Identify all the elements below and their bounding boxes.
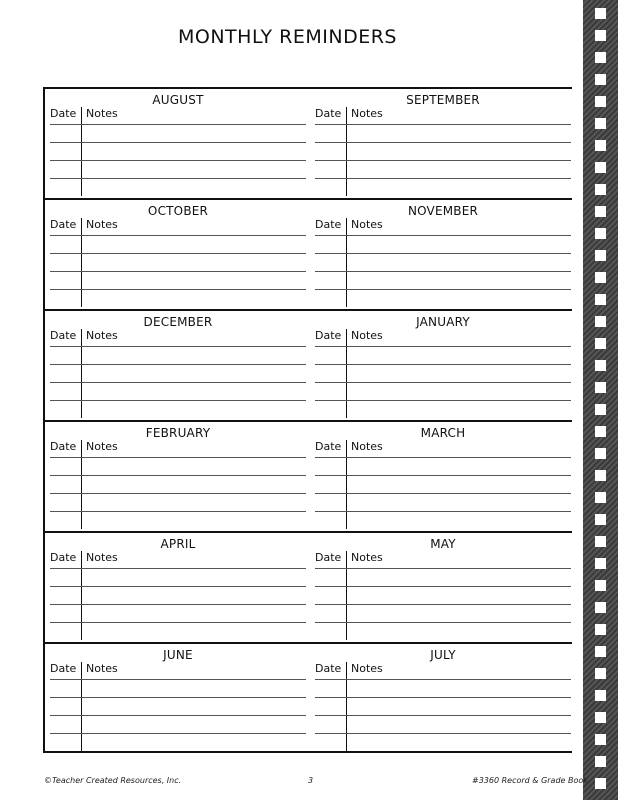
writing-line <box>315 493 571 494</box>
film-hole <box>595 96 606 107</box>
writing-line <box>50 622 306 623</box>
film-hole <box>595 712 606 723</box>
writing-line <box>50 493 306 494</box>
column-divider <box>346 107 347 196</box>
writing-line <box>50 733 306 734</box>
column-divider <box>346 551 347 640</box>
notes-column-header: Notes <box>86 107 118 120</box>
column-divider <box>81 440 82 529</box>
writing-line <box>50 475 306 476</box>
writing-line <box>315 475 571 476</box>
film-hole <box>595 536 606 547</box>
notes-column-header: Notes <box>86 551 118 564</box>
date-column-header: Date <box>315 440 342 453</box>
notes-column-header: Notes <box>351 551 383 564</box>
film-hole <box>595 558 606 569</box>
writing-line <box>315 364 571 365</box>
date-column-header: Date <box>50 218 77 231</box>
month-name: DECEMBER <box>143 315 213 329</box>
film-hole <box>595 668 606 679</box>
month-name: MAY <box>430 537 456 551</box>
decorative-film-strip <box>583 0 618 800</box>
month-name: JANUARY <box>416 315 470 329</box>
film-hole <box>595 206 606 217</box>
film-hole <box>595 74 606 85</box>
month-block <box>48 200 308 309</box>
writing-line <box>315 235 571 236</box>
writing-line <box>50 679 306 680</box>
writing-line <box>315 178 571 179</box>
month-block <box>313 422 573 531</box>
film-hole <box>595 360 606 371</box>
date-column-header: Date <box>315 551 342 564</box>
film-hole <box>595 294 606 305</box>
writing-line <box>315 346 571 347</box>
footer-page-number: 3 <box>308 776 314 785</box>
notes-column-header: Notes <box>351 329 383 342</box>
writing-line <box>315 382 571 383</box>
month-name: MARCH <box>420 426 466 440</box>
film-hole <box>595 30 606 41</box>
film-hole <box>595 646 606 657</box>
notes-column-header: Notes <box>351 440 383 453</box>
notes-column-header: Notes <box>86 440 118 453</box>
writing-line <box>315 715 571 716</box>
month-block <box>48 89 308 198</box>
column-divider <box>81 551 82 640</box>
date-column-header: Date <box>315 329 342 342</box>
writing-line <box>315 604 571 605</box>
column-divider <box>346 218 347 307</box>
film-hole <box>595 8 606 19</box>
writing-line <box>315 622 571 623</box>
date-column-header: Date <box>50 662 77 675</box>
date-column-header: Date <box>50 329 77 342</box>
writing-line <box>315 124 571 125</box>
film-hole <box>595 52 606 63</box>
column-divider <box>81 107 82 196</box>
writing-line <box>315 289 571 290</box>
writing-line <box>315 586 571 587</box>
film-hole <box>595 580 606 591</box>
month-block <box>48 533 308 642</box>
writing-line <box>50 124 306 125</box>
month-block <box>313 533 573 642</box>
writing-line <box>315 733 571 734</box>
month-name: FEBRUARY <box>145 426 211 440</box>
month-block <box>48 644 308 753</box>
writing-line <box>50 382 306 383</box>
column-divider <box>346 440 347 529</box>
writing-line <box>315 568 571 569</box>
film-hole <box>595 162 606 173</box>
film-hole <box>595 404 606 415</box>
writing-line <box>50 253 306 254</box>
month-block <box>313 200 573 309</box>
film-hole <box>595 448 606 459</box>
month-row <box>45 87 572 198</box>
film-hole <box>595 118 606 129</box>
reminders-grid <box>43 87 572 753</box>
film-hole <box>595 316 606 327</box>
writing-line <box>50 178 306 179</box>
writing-line <box>50 235 306 236</box>
film-hole <box>595 602 606 613</box>
writing-line <box>315 400 571 401</box>
writing-line <box>315 160 571 161</box>
writing-line <box>50 160 306 161</box>
writing-line <box>50 400 306 401</box>
notes-column-header: Notes <box>86 329 118 342</box>
notes-column-header: Notes <box>351 662 383 675</box>
film-hole <box>595 338 606 349</box>
film-hole <box>595 514 606 525</box>
column-divider <box>81 218 82 307</box>
footer-copyright: ©Teacher Created Resources, Inc. <box>44 776 182 785</box>
writing-line <box>50 586 306 587</box>
month-block <box>313 311 573 420</box>
film-hole <box>595 184 606 195</box>
column-divider <box>346 329 347 418</box>
writing-line <box>50 457 306 458</box>
writing-line <box>315 253 571 254</box>
column-divider <box>81 662 82 751</box>
page-title: MONTHLY REMINDERS <box>178 26 397 48</box>
notes-column-header: Notes <box>86 662 118 675</box>
month-row <box>45 309 572 420</box>
date-column-header: Date <box>315 218 342 231</box>
writing-line <box>50 697 306 698</box>
column-divider <box>346 662 347 751</box>
date-column-header: Date <box>50 440 77 453</box>
date-column-header: Date <box>315 107 342 120</box>
film-hole <box>595 382 606 393</box>
writing-line <box>315 271 571 272</box>
writing-line <box>50 289 306 290</box>
writing-line <box>50 604 306 605</box>
film-hole <box>595 734 606 745</box>
film-hole <box>595 778 606 789</box>
month-block <box>48 311 308 420</box>
month-row <box>45 420 572 531</box>
film-hole <box>595 492 606 503</box>
writing-line <box>50 142 306 143</box>
film-hole <box>595 228 606 239</box>
notes-column-header: Notes <box>351 218 383 231</box>
film-hole <box>595 426 606 437</box>
film-hole <box>595 272 606 283</box>
writing-line <box>315 679 571 680</box>
writing-line <box>315 511 571 512</box>
film-hole <box>595 756 606 767</box>
film-hole <box>595 470 606 481</box>
film-hole <box>595 624 606 635</box>
writing-line <box>315 697 571 698</box>
month-block <box>48 422 308 531</box>
date-column-header: Date <box>50 551 77 564</box>
month-name: AUGUST <box>152 93 204 107</box>
month-name: JUNE <box>163 648 193 662</box>
date-column-header: Date <box>315 662 342 675</box>
film-hole <box>595 250 606 261</box>
month-row <box>45 642 572 753</box>
writing-line <box>50 364 306 365</box>
month-block <box>313 644 573 753</box>
footer-book-title: #3360 Record & Grade Book <box>472 776 588 785</box>
month-name: APRIL <box>160 537 196 551</box>
writing-line <box>50 568 306 569</box>
film-hole <box>595 690 606 701</box>
writing-line <box>315 142 571 143</box>
writing-line <box>50 271 306 272</box>
column-divider <box>81 329 82 418</box>
writing-line <box>315 457 571 458</box>
date-column-header: Date <box>50 107 77 120</box>
month-name: NOVEMBER <box>407 204 479 218</box>
month-name: JULY <box>430 648 456 662</box>
month-name: OCTOBER <box>147 204 209 218</box>
month-row <box>45 531 572 642</box>
month-row <box>45 198 572 309</box>
month-block <box>313 89 573 198</box>
writing-line <box>50 511 306 512</box>
month-name: SEPTEMBER <box>406 93 480 107</box>
notes-column-header: Notes <box>351 107 383 120</box>
film-hole <box>595 140 606 151</box>
writing-line <box>50 346 306 347</box>
notes-column-header: Notes <box>86 218 118 231</box>
writing-line <box>50 715 306 716</box>
